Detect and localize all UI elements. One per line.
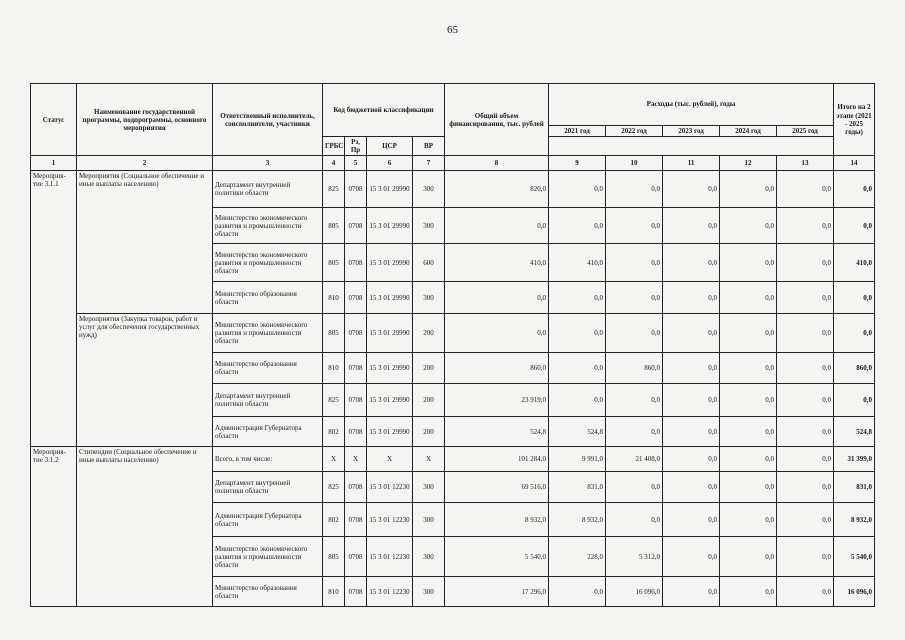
executor-cell: Департамент внутренней политики области: [213, 384, 323, 417]
rzpr-cell: 0708: [345, 314, 367, 353]
year-2023-cell: 0,0: [663, 282, 720, 314]
year-2023-cell: 0,0: [663, 384, 720, 417]
year-2021-cell: 0,0: [549, 282, 606, 314]
grbs-cell: 805: [323, 208, 345, 244]
grbs-cell: 810: [323, 282, 345, 314]
rzpr-cell: 0708: [345, 417, 367, 447]
stage-total-cell: 524,8: [834, 417, 875, 447]
rzpr-cell: X: [345, 447, 367, 472]
rzpr-cell: 0708: [345, 244, 367, 282]
column-number: 6: [367, 156, 413, 171]
rzpr-cell: 0708: [345, 384, 367, 417]
year-2024-cell: 0,0: [720, 417, 777, 447]
year-2025-cell: 0,0: [777, 171, 834, 208]
header-grbs: ГРБС: [323, 137, 345, 156]
stage-total-cell: 0,0: [834, 208, 875, 244]
stage-total-cell: 0,0: [834, 282, 875, 314]
column-number: 9: [549, 156, 606, 171]
csr-cell: 15 3 01 12230: [367, 472, 413, 503]
year-2024-cell: 0,0: [720, 314, 777, 353]
year-2022-cell: 0,0: [606, 472, 663, 503]
year-2021-cell: 0,0: [549, 208, 606, 244]
funding-total-cell: 69 516,0: [445, 472, 549, 503]
column-number: 13: [777, 156, 834, 171]
funding-total-cell: 0,0: [445, 282, 549, 314]
grbs-cell: 810: [323, 353, 345, 384]
csr-cell: 15 3 01 29990: [367, 384, 413, 417]
header-program: Наименование государственной программы, подпрограммы, основного мероприятия: [77, 84, 213, 156]
year-2025-cell: 0,0: [777, 447, 834, 472]
csr-cell: 15 3 01 29990: [367, 417, 413, 447]
year-2024-cell: 0,0: [720, 577, 777, 607]
vr-cell: 200: [413, 353, 445, 384]
vr-cell: 300: [413, 537, 445, 577]
grbs-cell: 805: [323, 244, 345, 282]
year-2025-cell: 0,0: [777, 577, 834, 607]
year-2023-cell: 0,0: [663, 244, 720, 282]
funding-total-cell: 524,8: [445, 417, 549, 447]
vr-cell: 300: [413, 503, 445, 537]
grbs-cell: 805: [323, 314, 345, 353]
vr-cell: 200: [413, 384, 445, 417]
executor-cell: Администрация Губернатора области: [213, 417, 323, 447]
year-2025-cell: 0,0: [777, 282, 834, 314]
year-2024-cell: 0,0: [720, 447, 777, 472]
rzpr-cell: 0708: [345, 353, 367, 384]
year-2025-cell: 0,0: [777, 417, 834, 447]
header-stage-total: Итого на 2 этапе (2021 - 2025 годы): [834, 84, 875, 156]
year-2022-cell: 21 408,0: [606, 447, 663, 472]
year-2022-cell: 0,0: [606, 384, 663, 417]
budget-table: [30, 83, 875, 607]
header-year-2025: 2025 год: [777, 126, 834, 137]
year-2024-cell: 0,0: [720, 244, 777, 282]
header-year-2022: 2022 год: [606, 126, 663, 137]
funding-total-cell: 0,0: [445, 314, 549, 353]
year-2024-cell: 0,0: [720, 171, 777, 208]
year-2022-cell: 5 312,0: [606, 537, 663, 577]
page-number: 65: [447, 24, 458, 36]
column-numbers-row: [31, 156, 875, 171]
grbs-cell: 802: [323, 417, 345, 447]
year-2023-cell: 0,0: [663, 577, 720, 607]
executor-cell: Министерство образования области: [213, 353, 323, 384]
rzpr-cell: 0708: [345, 472, 367, 503]
grbs-cell: 810: [323, 577, 345, 607]
csr-cell: 15 3 01 29990: [367, 244, 413, 282]
stage-total-cell: 8 932,0: [834, 503, 875, 537]
csr-cell: 15 3 01 29990: [367, 353, 413, 384]
rzpr-cell: 0708: [345, 537, 367, 577]
funding-total-cell: 5 540,0: [445, 537, 549, 577]
year-2025-cell: 0,0: [777, 314, 834, 353]
funding-total-cell: 410,0: [445, 244, 549, 282]
executor-cell: Министерство экономического развития и промышленности области: [213, 537, 323, 577]
year-2022-cell: 0,0: [606, 282, 663, 314]
column-number: 7: [413, 156, 445, 171]
year-2024-cell: 0,0: [720, 353, 777, 384]
year-2023-cell: 0,0: [663, 417, 720, 447]
year-2022-cell: 16 096,0: [606, 577, 663, 607]
column-number: 2: [77, 156, 213, 171]
year-2023-cell: 0,0: [663, 447, 720, 472]
stage-total-cell: 410,0: [834, 244, 875, 282]
table-header: [31, 84, 875, 171]
rzpr-cell: 0708: [345, 282, 367, 314]
csr-cell: 15 3 01 29990: [367, 208, 413, 244]
grbs-cell: 825: [323, 472, 345, 503]
table-row: [31, 314, 875, 353]
year-2021-cell: 831,0: [549, 472, 606, 503]
year-2023-cell: 0,0: [663, 314, 720, 353]
table-row: [31, 171, 875, 208]
header-year-2024: 2024 год: [720, 126, 777, 137]
executor-cell: Всего, в том числе:: [213, 447, 323, 472]
stage-total-cell: 0,0: [834, 314, 875, 353]
year-2025-cell: 0,0: [777, 244, 834, 282]
column-number: 5: [345, 156, 367, 171]
csr-cell: 15 3 01 29990: [367, 314, 413, 353]
year-2024-cell: 0,0: [720, 537, 777, 577]
funding-total-cell: 0,0: [445, 208, 549, 244]
csr-cell: 15 3 01 29990: [367, 171, 413, 208]
stage-total-cell: 0,0: [834, 384, 875, 417]
executor-cell: Министерство образования области: [213, 577, 323, 607]
year-2022-cell: 860,0: [606, 353, 663, 384]
stage-total-cell: 0,0: [834, 171, 875, 208]
header-budget-code: Код бюджетной классификации: [323, 84, 445, 137]
year-2023-cell: 0,0: [663, 472, 720, 503]
table-body: [31, 171, 875, 607]
funding-total-cell: 17 296,0: [445, 577, 549, 607]
year-2024-cell: 0,0: [720, 472, 777, 503]
vr-cell: 200: [413, 417, 445, 447]
funding-total-cell: 860,0: [445, 353, 549, 384]
year-2024-cell: 0,0: [720, 208, 777, 244]
year-2021-cell: 0,0: [549, 171, 606, 208]
column-number: 12: [720, 156, 777, 171]
funding-total-cell: 8 932,0: [445, 503, 549, 537]
vr-cell: 300: [413, 282, 445, 314]
executor-cell: Министерство экономического развития и промышленности области: [213, 244, 323, 282]
year-2025-cell: 0,0: [777, 384, 834, 417]
year-2021-cell: 228,0: [549, 537, 606, 577]
executor-cell: Департамент внутренней политики области: [213, 472, 323, 503]
rzpr-cell: 0708: [345, 503, 367, 537]
year-2022-cell: 0,0: [606, 314, 663, 353]
column-number: 8: [445, 156, 549, 171]
year-2021-cell: 0,0: [549, 384, 606, 417]
vr-cell: 300: [413, 472, 445, 503]
year-2023-cell: 0,0: [663, 353, 720, 384]
year-2025-cell: 0,0: [777, 472, 834, 503]
year-2025-cell: 0,0: [777, 353, 834, 384]
column-number: 3: [213, 156, 323, 171]
funding-total-cell: 23 919,0: [445, 384, 549, 417]
header-expenses: Расходы (тыс. рублей), годы: [549, 84, 834, 126]
header-executor: Ответственный исполнитель, соисполнители, участники: [213, 84, 323, 156]
header-years-spacer: [549, 137, 834, 156]
year-2022-cell: 0,0: [606, 244, 663, 282]
executor-cell: Министерство экономического развития и промышленности области: [213, 208, 323, 244]
csr-cell: 15 3 01 29990: [367, 282, 413, 314]
year-2023-cell: 0,0: [663, 171, 720, 208]
funding-total-cell: 101 284,0: [445, 447, 549, 472]
year-2022-cell: 0,0: [606, 503, 663, 537]
vr-cell: X: [413, 447, 445, 472]
funding-total-cell: 820,0: [445, 171, 549, 208]
executor-cell: Департамент внутренней политики области: [213, 171, 323, 208]
rzpr-cell: 0708: [345, 171, 367, 208]
header-rzpr: Рз, Пр: [345, 137, 367, 156]
year-2022-cell: 0,0: [606, 208, 663, 244]
year-2025-cell: 0,0: [777, 208, 834, 244]
executor-cell: Министерство экономического развития и промышленности области: [213, 314, 323, 353]
csr-cell: 15 3 01 12230: [367, 537, 413, 577]
csr-cell: 15 3 01 12230: [367, 577, 413, 607]
header-vr: ВР: [413, 137, 445, 156]
vr-cell: 300: [413, 208, 445, 244]
executor-cell: Администрация Губернатора области: [213, 503, 323, 537]
year-2022-cell: 0,0: [606, 417, 663, 447]
year-2025-cell: 0,0: [777, 503, 834, 537]
table-row: [31, 447, 875, 472]
vr-cell: 600: [413, 244, 445, 282]
program-name-cell: Стипендии (Социальное обеспечение и иные выплаты населению): [77, 447, 213, 607]
grbs-cell: 802: [323, 503, 345, 537]
year-2023-cell: 0,0: [663, 503, 720, 537]
rzpr-cell: 0708: [345, 208, 367, 244]
year-2021-cell: 410,0: [549, 244, 606, 282]
year-2021-cell: 524,8: [549, 417, 606, 447]
header-year-2021: 2021 год: [549, 126, 606, 137]
vr-cell: 300: [413, 577, 445, 607]
year-2021-cell: 8 932,0: [549, 503, 606, 537]
column-number: 11: [663, 156, 720, 171]
rzpr-cell: 0708: [345, 577, 367, 607]
column-number: 14: [834, 156, 875, 171]
status-cell: Мероприя-тие 3.1.2: [31, 447, 77, 607]
year-2023-cell: 0,0: [663, 208, 720, 244]
stage-total-cell: 31 399,0: [834, 447, 875, 472]
stage-total-cell: 5 540,0: [834, 537, 875, 577]
column-number: 10: [606, 156, 663, 171]
grbs-cell: X: [323, 447, 345, 472]
year-2022-cell: 0,0: [606, 171, 663, 208]
column-number: 4: [323, 156, 345, 171]
year-2025-cell: 0,0: [777, 537, 834, 577]
program-name-cell: Мероприятия (Социальное обеспечение и иные выплаты населению): [77, 171, 213, 314]
stage-total-cell: 16 096,0: [834, 577, 875, 607]
year-2021-cell: 0,0: [549, 314, 606, 353]
status-cell: Мероприя-тие 3.1.1: [31, 171, 77, 447]
year-2021-cell: 0,0: [549, 577, 606, 607]
csr-cell: 15 3 01 12230: [367, 503, 413, 537]
vr-cell: 300: [413, 171, 445, 208]
stage-total-cell: 860,0: [834, 353, 875, 384]
year-2023-cell: 0,0: [663, 537, 720, 577]
executor-cell: Министерство образования области: [213, 282, 323, 314]
grbs-cell: 805: [323, 537, 345, 577]
program-name-cell: Мероприятия (Закупка товаров, работ и услуг для обеспечения государственных нужд): [77, 314, 213, 447]
vr-cell: 200: [413, 314, 445, 353]
year-2024-cell: 0,0: [720, 384, 777, 417]
csr-cell: X: [367, 447, 413, 472]
stage-total-cell: 831,0: [834, 472, 875, 503]
header-funding-total: Общий объем финансирования, тыс. рублей: [445, 84, 549, 156]
year-2024-cell: 0,0: [720, 503, 777, 537]
year-2021-cell: 0,0: [549, 353, 606, 384]
year-2024-cell: 0,0: [720, 282, 777, 314]
header-year-2023: 2023 год: [663, 126, 720, 137]
year-2021-cell: 9 991,0: [549, 447, 606, 472]
header-status: Статус: [31, 84, 77, 156]
grbs-cell: 825: [323, 171, 345, 208]
column-number: 1: [31, 156, 77, 171]
header-csr: ЦСР: [367, 137, 413, 156]
grbs-cell: 825: [323, 384, 345, 417]
